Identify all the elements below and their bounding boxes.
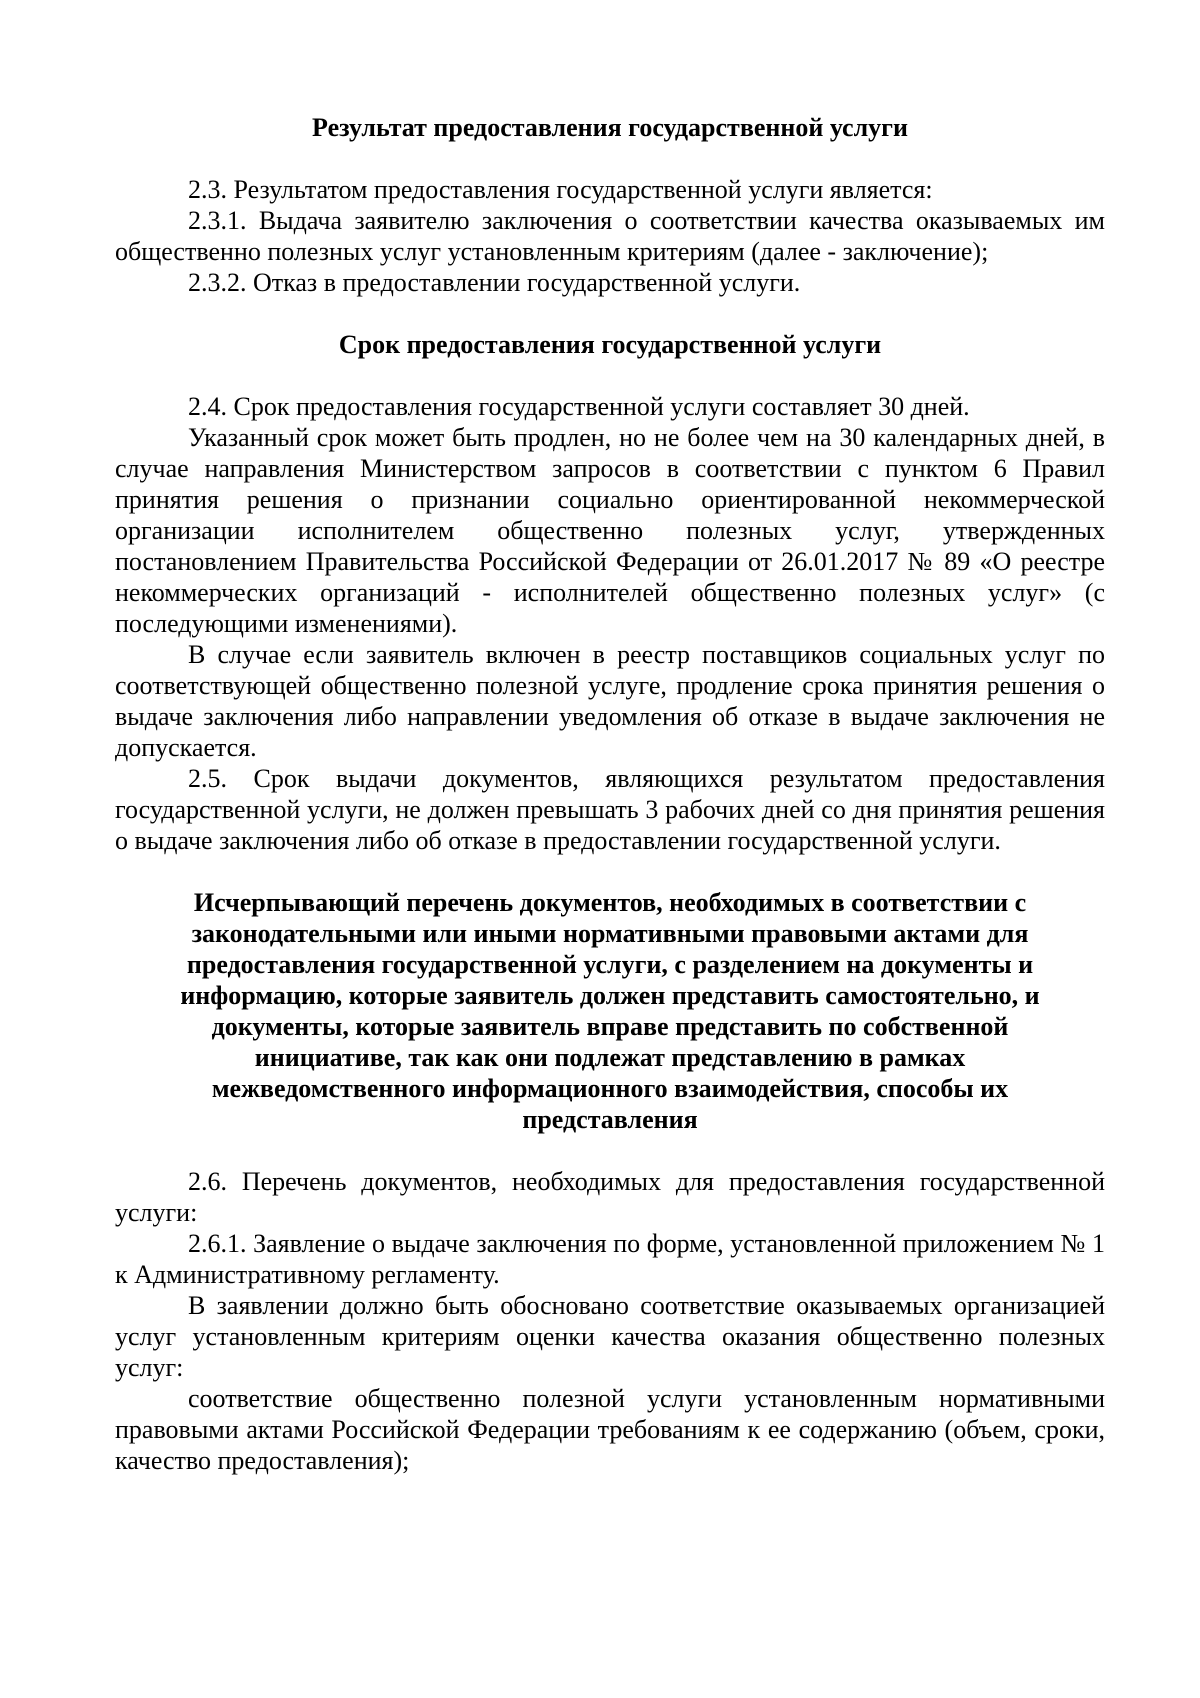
paragraph-term-extension: Указанный срок может быть продлен, но не более чем на 30 календарных дней, в случае направления Министерством запросов в соответствии с пунктом 6 Правил принятия решения о признании социально ориентированной некоммерческой организации исполнителем общественно полезных услуг, утвержденных постановлением Правительства Российской Федерации от 26.01.2017 № 89 «О реестре некоммерческих организаций - исполнителей общественно полезных услуг» (с последующими изменениями). — [115, 423, 1105, 638]
section-heading-documents: Исчерпывающий перечень документов, необходимых в соответствии с законодательными или иными нормативными правовыми актами для предоставления государственной услуги, с разделением на документы и информацию, которые заявитель должен представить самостоятельно, и документы, которые заявитель вправе представить по собственной инициативе, так как они подлежат представлению в рамках межведомственного информационного взаимодействия, способы их представления — [180, 888, 1040, 1134]
paragraph-application-justification: В заявлении должно быть обосновано соответствие оказываемых организацией услуг установленным критериям оценки качества оказания общественно полезных услуг: — [115, 1291, 1105, 1382]
paragraph-2-4: 2.4. Срок предоставления государственной услуги составляет 30 дней. — [188, 392, 970, 421]
paragraph-registry-case: В случае если заявитель включен в реестр поставщиков социальных услуг по соответствующей общественно полезной услуге, продление срока принятия решения о выдаче заключения либо направлении уведомления об отказе в выдаче заключения не допускается. — [115, 640, 1105, 762]
document-body — [115, 112, 1105, 1476]
paragraph-2-5: 2.5. Срок выдачи документов, являющихся результатом предоставления государственной услуги, не должен превышать 3 рабочих дней со дня принятия решения о выдаче заключения либо об отказе в предоставлении государственной услуги. — [115, 764, 1105, 855]
paragraph-2-3: 2.3. Результатом предоставления государственной услуги является: — [188, 175, 933, 204]
section-heading-term: Срок предоставления государственной услуги — [338, 330, 882, 359]
paragraph-2-6-1: 2.6.1. Заявление о выдаче заключения по форме, установленной приложением № 1 к Административному регламенту. — [115, 1229, 1105, 1289]
paragraph-2-3-1: 2.3.1. Выдача заявителю заключения о соответствии качества оказываемых им общественно полезных услуг установленным критериям (далее - заключение); — [115, 206, 1105, 266]
paragraph-2-6: 2.6. Перечень документов, необходимых для предоставления государственной услуги: — [115, 1167, 1105, 1227]
section-heading-result: Результат предоставления государственной услуги — [312, 113, 908, 142]
paragraph-2-3-2: 2.3.2. Отказ в предоставлении государственной услуги. — [188, 268, 801, 297]
paragraph-compliance-criteria: соответствие общественно полезной услуги установленным нормативными правовыми актами Российской Федерации требованиям к ее содержанию (объем, сроки, качество предоставления); — [115, 1384, 1105, 1475]
